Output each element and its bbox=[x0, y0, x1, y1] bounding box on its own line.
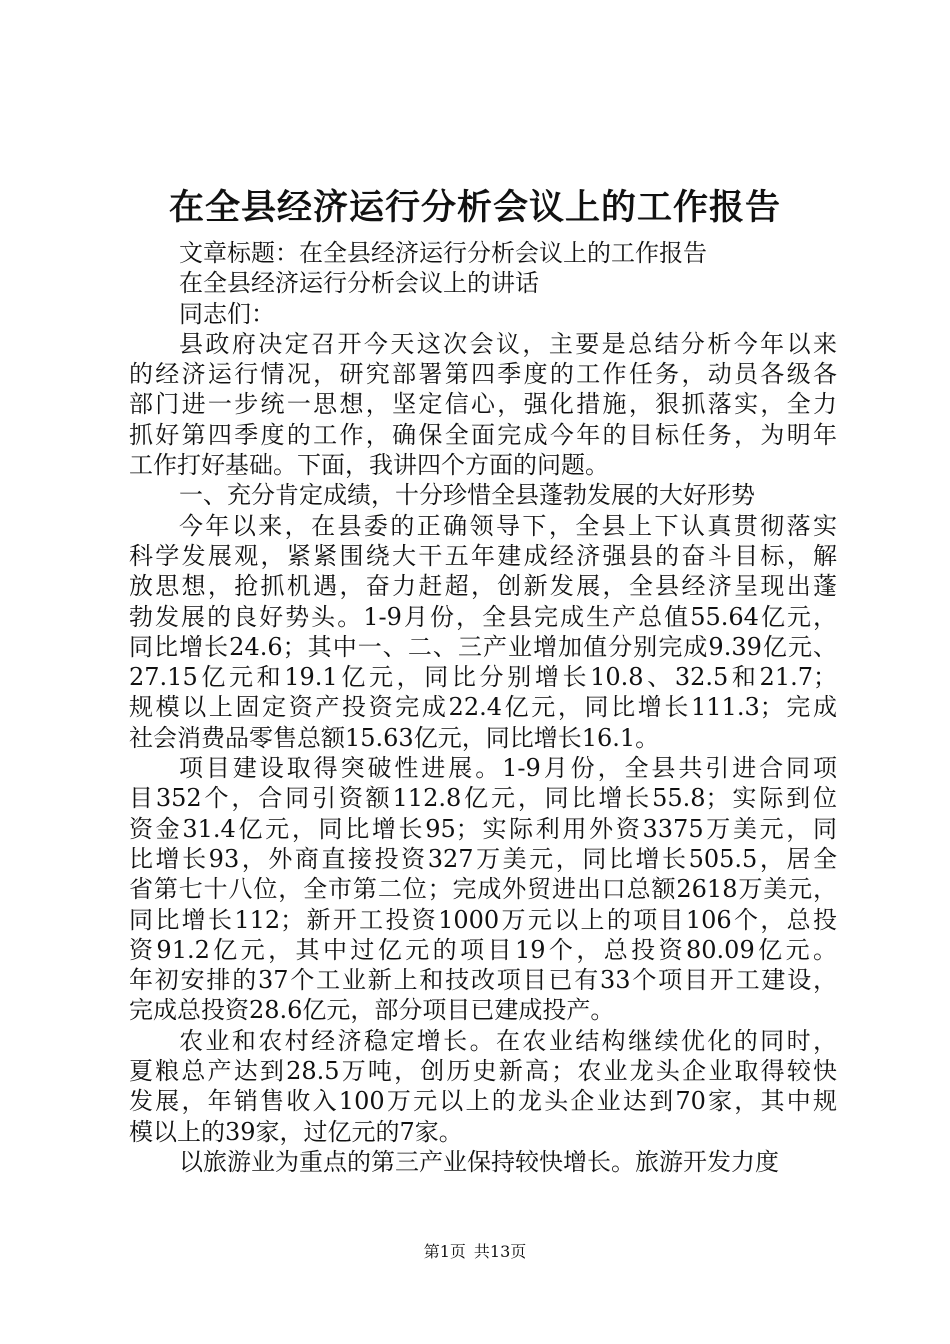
text-line: 农业和农村经济稳定增长。在农业结构继续优化的同时， bbox=[179, 1026, 837, 1055]
text-line: 在全县经济运行分析会议上的讲话 bbox=[179, 269, 539, 298]
text-line: 以旅游业为重点的第三产业保持较快增长。旅游开发力度 bbox=[179, 1147, 779, 1176]
text-line: 的经济运行情况，研究部署第四季度的工作任务，动员各级各 bbox=[129, 360, 837, 389]
paragraph bbox=[129, 753, 837, 1026]
text-line: 文章标题：在全县经济运行分析会议上的工作报告 bbox=[179, 239, 707, 267]
paragraph bbox=[129, 1147, 837, 1177]
page-total: 共13页 bbox=[473, 1242, 527, 1261]
text-line: 夏粮总产达到28.5万吨，创历史新高；农业龙头企业取得较快 bbox=[129, 1057, 837, 1086]
text-line: 工作打好基础。下面，我讲四个方面的问题。 bbox=[129, 451, 609, 480]
page-title: 在全县经济运行分析会议上的工作报告 bbox=[168, 187, 781, 228]
paragraph bbox=[129, 268, 837, 298]
text-line: 资金31.4亿元，同比增长95；实际利用外资3375万美元，同 bbox=[129, 814, 837, 843]
text-line: 一、充分肯定成绩，十分珍惜全县蓬勃发展的大好形势 bbox=[179, 481, 755, 510]
text-line: 同比增长24.6；其中一、二、三产业增加值分别完成9.39亿元、 bbox=[129, 632, 837, 661]
text-line: 目352个，合同引资额112.8亿元，同比增长55.8；实际到位 bbox=[129, 784, 837, 813]
text-line: 项目建设取得突破性进展。1-9月份，全县共引进合同项 bbox=[179, 754, 837, 783]
paragraph bbox=[129, 480, 837, 510]
text-line: 比增长93，外商直接投资327万美元，同比增长505.5，居全 bbox=[129, 844, 837, 873]
paragraph bbox=[129, 1026, 837, 1147]
text-line: 放思想，抢抓机遇，奋力赶超，创新发展，全县经济呈现出蓬 bbox=[129, 572, 837, 601]
paragraph bbox=[129, 238, 837, 268]
text-line: 发展，年销售收入100万元以上的龙头企业达到70家，其中规 bbox=[129, 1087, 837, 1116]
text-line: 同志们： bbox=[179, 299, 275, 328]
page-footer bbox=[0, 1240, 950, 1264]
page-number: 第1页 bbox=[423, 1242, 466, 1261]
text-line: 资91.2亿元，其中过亿元的项目19个，总投资80.09亿元。 bbox=[129, 935, 837, 964]
paragraph bbox=[129, 299, 837, 329]
paragraph bbox=[129, 329, 837, 480]
text-line: 规模以上固定资产投资完成22.4亿元，同比增长111.3；完成 bbox=[129, 693, 837, 722]
text-line: 27.15亿元和19.1亿元，同比分别增长10.8、32.5和21.7； bbox=[129, 663, 837, 692]
paragraph bbox=[129, 511, 837, 753]
text-line: 勃发展的良好势头。1-9月份，全县完成生产总值55.64亿元， bbox=[129, 602, 837, 631]
text-line: 省第七十八位，全市第二位；完成外贸进出口总额2618万美元， bbox=[129, 875, 837, 904]
text-line: 科学发展观，紧紧围绕大干五年建成经济强县的奋斗目标，解 bbox=[129, 541, 837, 570]
text-line: 模以上的39家，过亿元的7家。 bbox=[129, 1117, 463, 1146]
text-line: 年初安排的37个工业新上和技改项目已有33个项目开工建设， bbox=[129, 966, 837, 995]
text-line: 社会消费品零售总额15.63亿元，同比增长16.1。 bbox=[129, 723, 660, 752]
text-line: 县政府决定召开今天这次会议，主要是总结分析今年以来 bbox=[179, 329, 837, 358]
document-body bbox=[129, 238, 837, 1177]
text-line: 部门进一步统一思想，坚定信心，强化措施，狠抓落实，全力 bbox=[129, 390, 837, 419]
text-line: 完成总投资28.6亿元，部分项目已建成投产。 bbox=[129, 996, 615, 1025]
text-line: 抓好第四季度的工作，确保全面完成今年的目标任务，为明年 bbox=[129, 420, 837, 449]
text-line: 今年以来，在县委的正确领导下，全县上下认真贯彻落实 bbox=[179, 511, 837, 540]
text-line: 同比增长112；新开工投资1000万元以上的项目106个，总投 bbox=[129, 905, 837, 934]
